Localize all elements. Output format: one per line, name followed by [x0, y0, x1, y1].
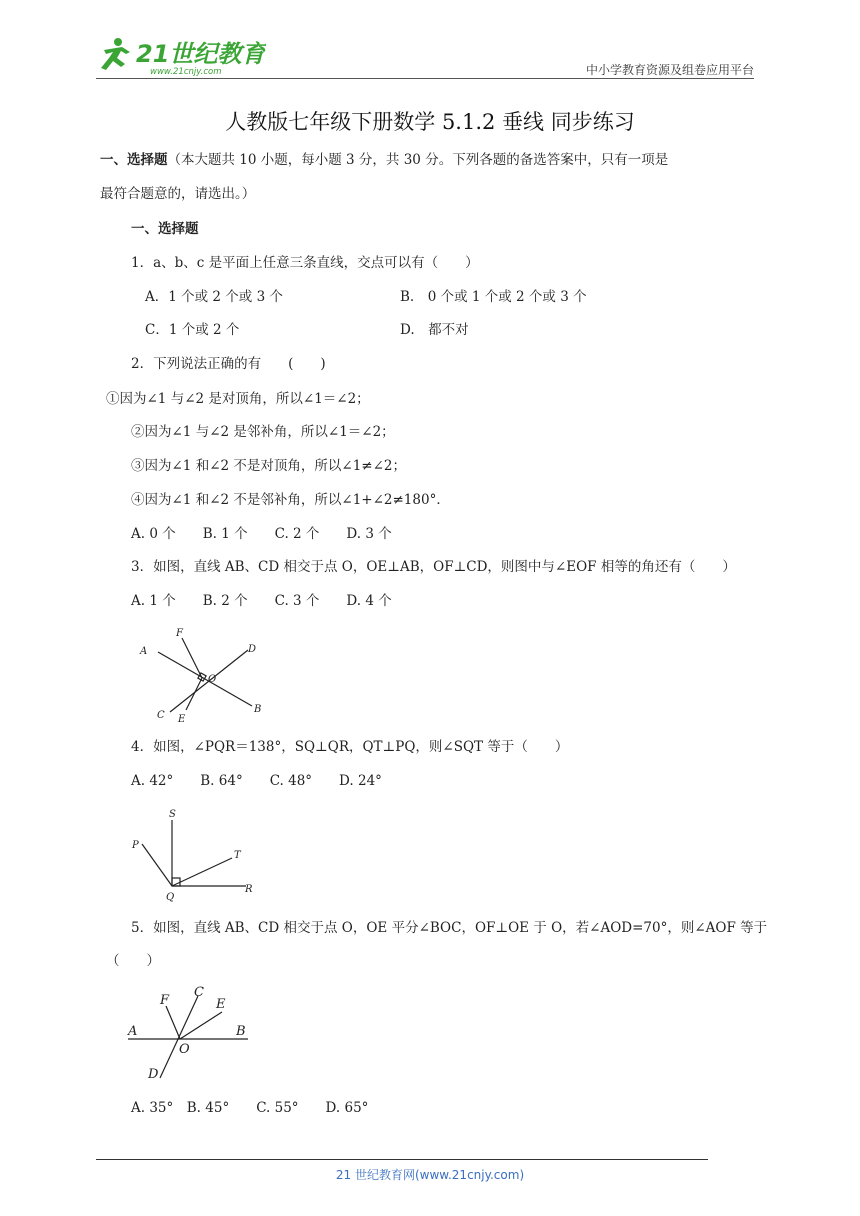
logo-url: www.21cnjy.com [150, 67, 222, 77]
q4-label-s: S [169, 809, 176, 820]
q5-label-o: O [179, 1042, 190, 1057]
footer-link[interactable]: 21 世纪教育网(www.21cnjy.com) [335, 1168, 525, 1182]
q3-label-b: B [254, 704, 262, 715]
q3-label-e: E [178, 714, 186, 725]
q4-ray-qp [142, 844, 172, 886]
q4-options: A. 42° B. 64° C. 48° D. 24° [131, 773, 382, 789]
q3-label-o: O [208, 674, 217, 685]
q1-option-d: D. 都不对 [400, 322, 469, 338]
q5-options: A. 35° B. 45° C. 55° D. 65° [131, 1100, 369, 1116]
q3-options: A. 1 个 B. 2 个 C. 3 个 D. 4 个 [131, 593, 392, 609]
section-intro-line2: 最符合题意的，请选出。） [100, 186, 256, 202]
runner-logo-icon [101, 38, 130, 70]
q2-statement-4: ④因为∠1 和∠2 不是邻补角，所以∠1+∠2≠180°． [131, 492, 450, 508]
q3-label-d: D [248, 644, 257, 655]
q3-label-a: A [140, 646, 148, 657]
q5-ray-of [166, 1006, 180, 1039]
q5-figure [124, 978, 254, 1084]
q3-label-c: C [157, 710, 165, 721]
header-tagline: 中小学教育资源及组卷应用平台 [585, 63, 754, 77]
section-label: 一、选择题 [100, 152, 168, 168]
q4-label-r: R [245, 884, 253, 895]
q3-ray-oe [186, 678, 202, 710]
q2-stem: 2．下列说法正确的有 ( ) [131, 356, 326, 372]
section-heading: 一、选择题 [131, 221, 199, 237]
q2-statement-2: ②因为∠1 与∠2 是邻补角，所以∠1＝∠2； [131, 424, 395, 440]
q4-label-p: P [132, 840, 139, 851]
header-divider [96, 78, 754, 79]
q5-label-b: B [236, 1024, 246, 1039]
q4-stem: 4．如图，∠PQR＝138°，SQ⊥QR，QT⊥PQ，则∠SQT 等于（ ） [131, 739, 569, 755]
q2-statement-1: ①因为∠1 与∠2 是对顶角，所以∠1＝∠2； [106, 391, 370, 407]
q1-stem: 1．a、b、c 是平面上任意三条直线，交点可以有（ ） [131, 255, 479, 271]
footer-divider [96, 1159, 708, 1160]
q1-option-b: B. 0 个或 1 个或 2 个或 3 个 [400, 289, 587, 305]
q2-statement-3: ③因为∠1 和∠2 不是对顶角，所以∠1≠∠2； [131, 458, 406, 474]
q5-stem-line1: 5．如图，直线 AB、CD 相交于点 O，OE 平分∠BOC，OF⊥OE 于 O，若∠AOD=70°，则∠AOF 等于 [131, 920, 768, 936]
q4-ray-qt [172, 858, 232, 886]
q5-stem-line2: （ ） [106, 953, 160, 969]
q3-figure [130, 620, 270, 728]
q1-option-a: A．1 个或 2 个或 3 个 [145, 289, 283, 305]
q5-ray-oe [180, 1012, 222, 1039]
q5-label-c: C [194, 985, 204, 1000]
section-intro-line1 [100, 150, 668, 170]
q1-option-c: C．1 个或 2 个 [145, 322, 240, 338]
q5-label-a: A [128, 1024, 138, 1039]
q5-label-e: E [216, 997, 226, 1012]
site-logo [96, 34, 266, 78]
q2-options: A. 0 个 B. 1 个 C. 2 个 D. 3 个 [131, 526, 392, 542]
q3-stem: 3．如图，直线 AB、CD 相交于点 O，OE⊥AB，OF⊥CD，则图中与∠EOF 相等的角还有（ ） [131, 559, 736, 575]
q5-label-f: F [160, 993, 170, 1008]
q4-label-t: T [234, 850, 241, 861]
q5-label-d: D [148, 1067, 159, 1082]
section-intro-text: （本大题共 10 小题，每小题 3 分，共 30 分。下列各题的备选答案中，只有一项是 [167, 152, 669, 168]
page-title: 人教版七年级下册数学 5.1.2 垂线 同步练习 [225, 110, 635, 134]
q4-figure [128, 804, 260, 904]
q3-label-f: F [176, 628, 183, 639]
logo-text: 21世纪教育 [136, 40, 266, 68]
q4-label-q: Q [166, 892, 175, 903]
